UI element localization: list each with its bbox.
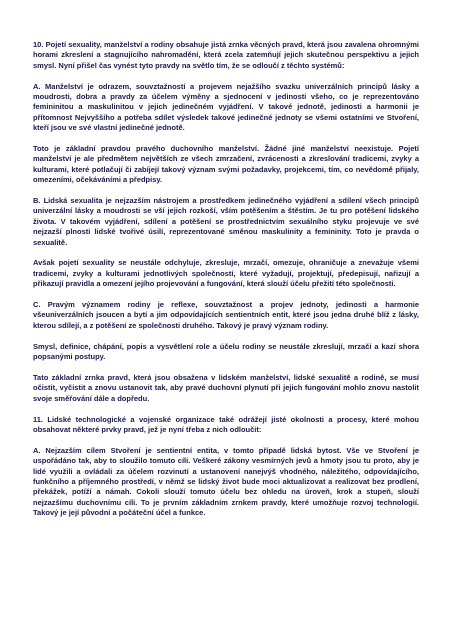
paragraph-10c-family: C. Pravým významem rodiny je reflexe, souvztažnost a projev jednoty, jedinosti a harmonie všeuniverzálních jsoucen a bytí a jim odpovídajících sentientních entit, které jsou jedna druhé blíž z lásky, kterou sdílejí, a z potěšení ze společnosti druhého. Takový je pravý význam rodiny. [33, 300, 419, 330]
paragraph-sexuality-distortion: Avšak pojetí sexuality se neustále odchyluje, zkresluje, mrzačí, omezuje, ohraničuje a znevažuje všemi tradicemi, zvyky a kulturami jednotlivých společností, které vyžadují, projektují, předepisují, nařizují a přikazují pravidla a omezení jejího projevování a fungování, která slouží účelu přežití této společnosti. [33, 258, 419, 289]
paragraph-marriage-distortion: Toto je základní pravdou pravého duchovního manželství. Žádné jiné manželství neexistuje. Pojetí manželství je ale předmětem největších ze všech zmrzačení, zvrácenosti a zkreslování tradicemi, zvyky a kulturami, které potlačují či zabíjejí takový význam svými požadavky, projekcemi, tím, co nevědomě přijaly, omezeními, očekáváními a předpisy. [33, 144, 419, 185]
paragraph-10a-marriage: A. Manželství je odrazem, souvztažností a projevem nejažšího svazku univerzálních principů lásky a moudrosti, dobra a pravdy za účelem výměny a sjednocení v jedinosti všeho, co je reprezentováno femininitou a maskulinitou v jejich jedinečném vyjádření. V takové jednotě, jedinosti a harmonii je přítomnost Nejvyššího a potřeba sdílet výsledek takové jedinečné jednoty se všemi ostatními ve Stvoření, kteří jsou ve své vlastní jedinečné jednotě. [33, 81, 419, 133]
document-page [33, 40, 419, 529]
paragraph-purification: Tato základní zrnka pravd, která jsou obsažena v lidském manželství, lidské sexualitě a rodině, se musí očistit, vyčistit a znovu ustanovit tak, aby pravé duchovní plynutí při jejich fungování mohlo znovu nastolit svoje směřování dále a dopředu. [33, 372, 419, 403]
paragraph-10b-sexuality: B. Lidská sexualita je nejzazším nástrojem a prostředkem jedinečného vyjádření a sdílení všech principů univerzální lásky a moudrosti se vší jejich rozkoší, vším potěšením a štěstím. Je tu pro potěšení lidského života. V takovém vyjádření, sdílení a potěšení se prostřednictvím sexuálního styku projevuje ve své nejzazší plnosti lidské tvořivé úsilí, reprezentované směnou maskulinity a femininity. Toto je pravda o sexualitě. [33, 196, 419, 247]
paragraph-section-11-intro: 11. Lidské technologické a vojenské organizace také odrážejí jisté okolnosti a procesy, které mohou obsahovat některé prvky pravd, jež je nyní třeba z nich odloučit: [33, 414, 419, 434]
paragraph-family-distortion: Smysl, definice, chápání, popis a vysvětlení role a účelu rodiny se neustále zkreslují, mrzačí a kazí shora popsanými postupy. [33, 341, 419, 362]
paragraph-11a-technology: A. Nejzazším cílem Stvoření je sentientní entita, v tomto případě lidská bytost. Vše ve Stvoření je uspořádáno tak, aby to sloužilo tomuto cíli. Veškeré zákony vesmírných jevů a hmoty jsou tu proto, aby je lidé využili a ovládali za účelem rozvinutí a ustanovení nanejvýš vhodného, náležitého, odpovídajícího, funkčního a příjemného prostředí, v němž se lidský život bude moci aktualizovat a realizovat bez prodlení, překážek, potíží a námah. Cokoli slouží tomuto účelu bez ohledu na úroveň, krok a stupeň, slouží nejzazšímu duchovnímu cíli. To je prvním základním zrnkem pravdy, které umožňuje rozvoj technologií. Takový je její původní a počáteční účel a funkce. [33, 445, 419, 518]
paragraph-section-10-intro: 10. Pojetí sexuality, manželství a rodiny obsahuje jistá zrnka věcných pravd, která jsou zavalena ohromnými horami zkreslení a stagnujícího nahromadění, která zcela zatemňují jejich skutečnou perspektivu a jejich smysl. Nyní přišel čas vynést tyto pravdy na světlo tím, že se odloučí z těchto systémů: [33, 40, 419, 70]
